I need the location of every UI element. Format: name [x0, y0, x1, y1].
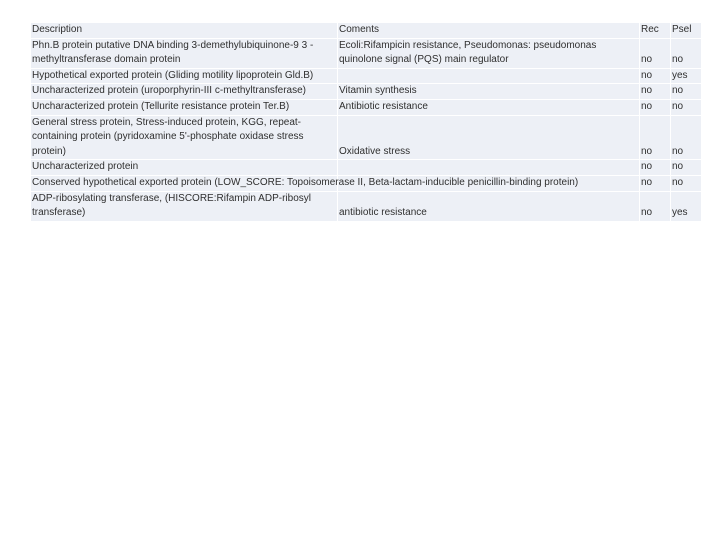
cell-comments[interactable]: Oxidative stress	[338, 116, 639, 160]
cell-psel[interactable]: no	[671, 39, 701, 68]
cell-comments[interactable]: Antibiotic resistance	[338, 100, 639, 115]
cell-comments[interactable]	[338, 69, 639, 84]
table-row	[31, 39, 701, 68]
table-row	[31, 160, 701, 175]
cell-comments[interactable]: Vitamin synthesis	[338, 84, 639, 99]
cell-psel[interactable]: no	[671, 160, 701, 175]
cell-rec[interactable]: no	[640, 100, 670, 115]
cell-rec[interactable]: no	[640, 69, 670, 84]
header-description[interactable]: Description	[31, 23, 337, 38]
cell-description[interactable]: General stress protein, Stress-induced protein, KGG, repeat-containing protein (pyridoxamine 5'-phosphate oxidase stress protein)	[31, 116, 337, 160]
header-row	[31, 23, 701, 38]
table-row	[31, 116, 701, 160]
cell-comments[interactable]: antibiotic resistance	[338, 192, 639, 221]
cell-psel[interactable]: no	[671, 100, 701, 115]
cell-description-text: Conserved hypothetical exported protein (LOW_SCORE: Topoisomerase II, Beta-lactam-inducible penicillin-binding protein)	[32, 176, 579, 188]
cell-rec[interactable]: no	[640, 160, 670, 175]
cell-description[interactable]: Uncharacterized protein (Tellurite resistance protein Ter.B)	[31, 100, 337, 115]
cell-comments[interactable]: Ecoli:Rifampicin resistance, Pseudomonas: pseudomonas quinolone signal (PQS) main regulator	[338, 39, 639, 68]
cell-psel[interactable]: no	[671, 84, 701, 99]
table-row	[31, 84, 701, 99]
table-row	[31, 192, 701, 221]
cell-description[interactable]	[31, 176, 579, 191]
table-row	[31, 69, 701, 84]
cell-psel[interactable]: yes	[671, 69, 701, 84]
cell-psel[interactable]: no	[671, 176, 701, 191]
data-table	[30, 22, 702, 222]
cell-comments[interactable]	[338, 160, 639, 175]
table-row	[31, 100, 701, 115]
spreadsheet	[30, 22, 700, 222]
cell-rec[interactable]: no	[640, 39, 670, 68]
table-row	[31, 176, 701, 191]
header-psel[interactable]: Psel	[671, 23, 701, 38]
cell-description[interactable]: ADP-ribosylating transferase, (HISCORE:Rifampin ADP-ribosyl transferase)	[31, 192, 337, 221]
cell-rec[interactable]: no	[640, 116, 670, 160]
cell-rec[interactable]: no	[640, 176, 670, 191]
cell-description[interactable]: Uncharacterized protein (uroporphyrin-III c-methyltransferase)	[31, 84, 337, 99]
cell-rec[interactable]: no	[640, 192, 670, 221]
cell-psel[interactable]: no	[671, 116, 701, 160]
cell-description[interactable]: Uncharacterized protein	[31, 160, 337, 175]
header-rec[interactable]: Rec	[640, 23, 670, 38]
cell-description[interactable]: Phn.B protein putative DNA binding 3-demethylubiquinone-9 3 -methyltransferase domain protein	[31, 39, 337, 68]
header-comments[interactable]: Coments	[338, 23, 639, 38]
cell-psel[interactable]: yes	[671, 192, 701, 221]
cell-rec[interactable]: no	[640, 84, 670, 99]
cell-description[interactable]: Hypothetical exported protein (Gliding motility lipoprotein Gld.B)	[31, 69, 337, 84]
